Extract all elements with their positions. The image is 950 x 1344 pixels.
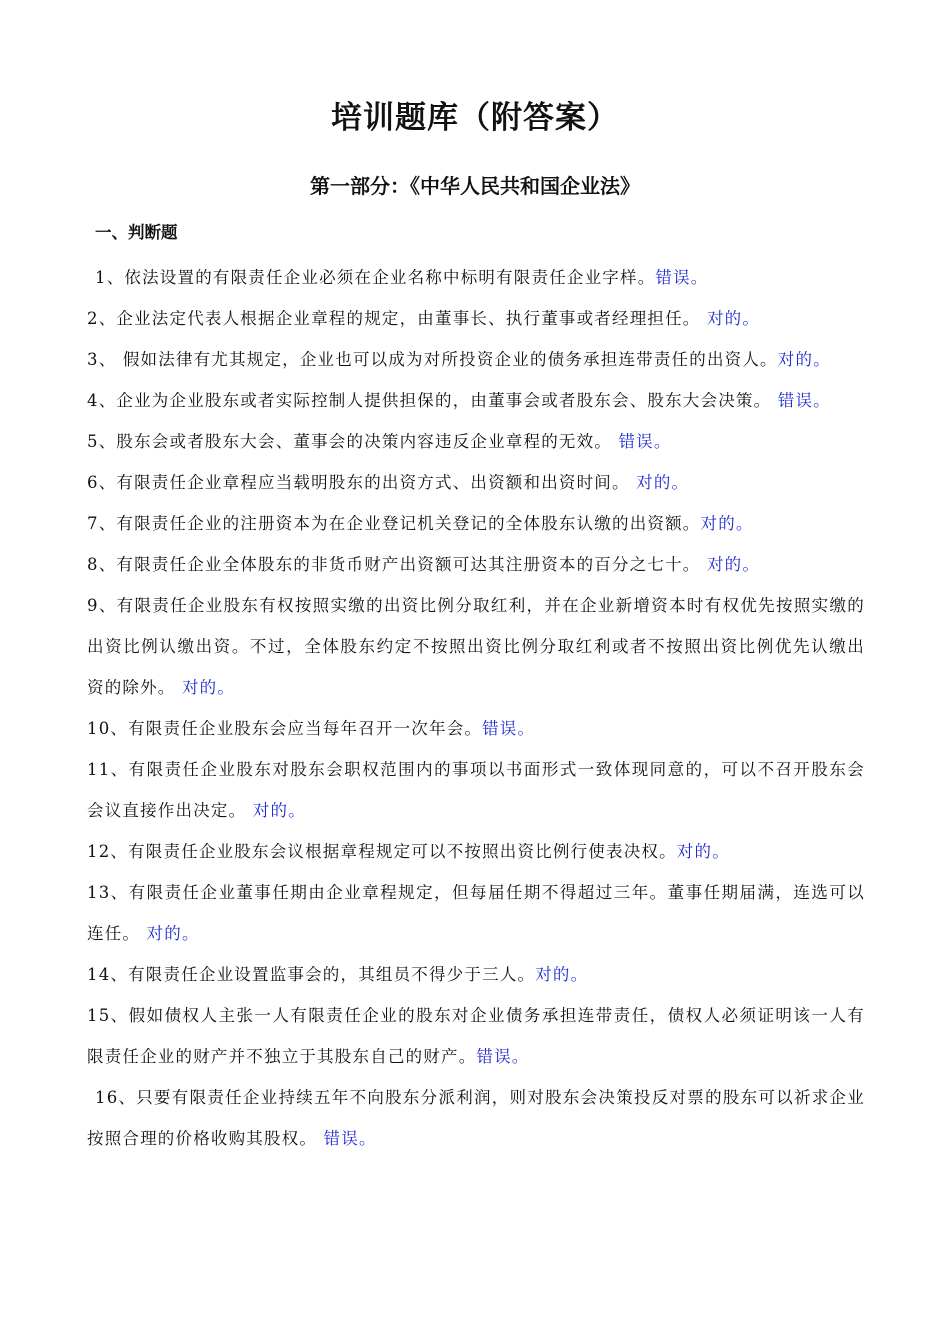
answer-text: 对的。 [252,801,306,820]
answer-text: 对的。 [181,678,236,697]
question-text: 4、企业为企业股东或者实际控制人提供担保的，由董事会或者股东会、股东大会决策。 [87,391,778,410]
question-item [87,380,865,421]
question-item [87,995,865,1077]
question-text: 10、有限责任企业股东会应当每年召开一次年会。 [87,719,483,738]
question-item [87,421,865,462]
answer-text: 错误。 [323,1129,377,1148]
part-title: 第一部分：《中华人民共和国企业法》 [310,174,640,198]
question-text: 5、股东会或者股东大会、董事会的决策内容违反企业章程的无效。 [87,432,619,451]
answer-text: 错误。 [476,1047,530,1066]
answer-text: 对的。 [636,473,690,492]
answer-text: 对的。 [700,514,754,533]
document-title: 培训题库（附答案） [331,100,619,136]
question-text: 15、假如债权人主张一人有限责任企业的股东对企业债务承担连带责任，债权人必须证明该一人有限责任企业的财产并不独立于其股东自己的财产。 [87,1006,865,1066]
question-item [87,749,865,831]
question-item [87,503,865,544]
question-text: 3、 假如法律有尤其规定，企业也可以成为对所投资企业的债务承担连带责任的出资人。 [87,350,778,369]
question-item [87,954,865,995]
answer-text: 错误。 [777,391,831,410]
question-text: 11、有限责任企业股东对股东会职权范围内的事项以书面形式一致体现同意的，可以不召开股东会会议直接作出决定。 [87,760,865,820]
question-item [87,257,865,298]
question-text: 14、有限责任企业设置监事会的，其组员不得少于三人。 [87,965,536,984]
answer-text: 错误。 [618,432,672,451]
answer-text: 对的。 [777,350,831,369]
section-heading: 一、判断题 [95,223,178,242]
question-text: 1、依法设置的有限责任企业必须在企业名称中标明有限责任企业字样。 [95,268,656,287]
question-text: 13、有限责任企业董事任期由企业章程规定，但每届任期不得超过三年。董事任期届满，连选可以连任。 [87,883,865,943]
question-item [87,708,865,749]
question-item [87,585,865,708]
answer-text: 错误。 [655,268,709,287]
question-text: 2、企业法定代表人根据企业章程的规定，由董事长、执行董事或者经理担任。 [87,309,707,328]
question-text: 6、有限责任企业章程应当载明股东的出资方式、出资额和出资时间。 [87,473,637,492]
question-item [87,831,865,872]
question-item [87,298,865,339]
question-item [87,544,865,585]
answer-text: 对的。 [706,309,761,328]
question-item [87,339,865,380]
answer-text: 对的。 [535,965,589,984]
answer-text: 对的。 [146,924,200,943]
question-text: 7、有限责任企业的注册资本为在企业登记机关登记的全体股东认缴的出资额。 [87,514,701,533]
question-list [87,257,865,1159]
question-text: 12、有限责任企业股东会议根据章程规定可以不按照出资比例行使表决权。 [87,842,677,861]
question-text: 9、有限责任企业股东有权按照实缴的出资比例分取红利，并在企业新增资本时有权优先按照实缴的出资比例认缴出资。不过，全体股东约定不按照出资比例分取红利或者不按照出资比例优先认缴出资的除外。 [87,596,865,697]
answer-text: 对的。 [706,555,761,574]
question-item [87,1077,865,1159]
answer-text: 对的。 [676,842,730,861]
question-text: 8、有限责任企业全体股东的非货币财产出资额可达其注册资本的百分之七十。 [87,555,707,574]
question-item [87,462,865,503]
question-item [87,872,865,954]
answer-text: 错误。 [482,719,536,738]
question-text: 16、只要有限责任企业持续五年不向股东分派利润，则对股东会决策投反对票的股东可以祈求企业按照合理的价格收购其股权。 [87,1088,865,1148]
